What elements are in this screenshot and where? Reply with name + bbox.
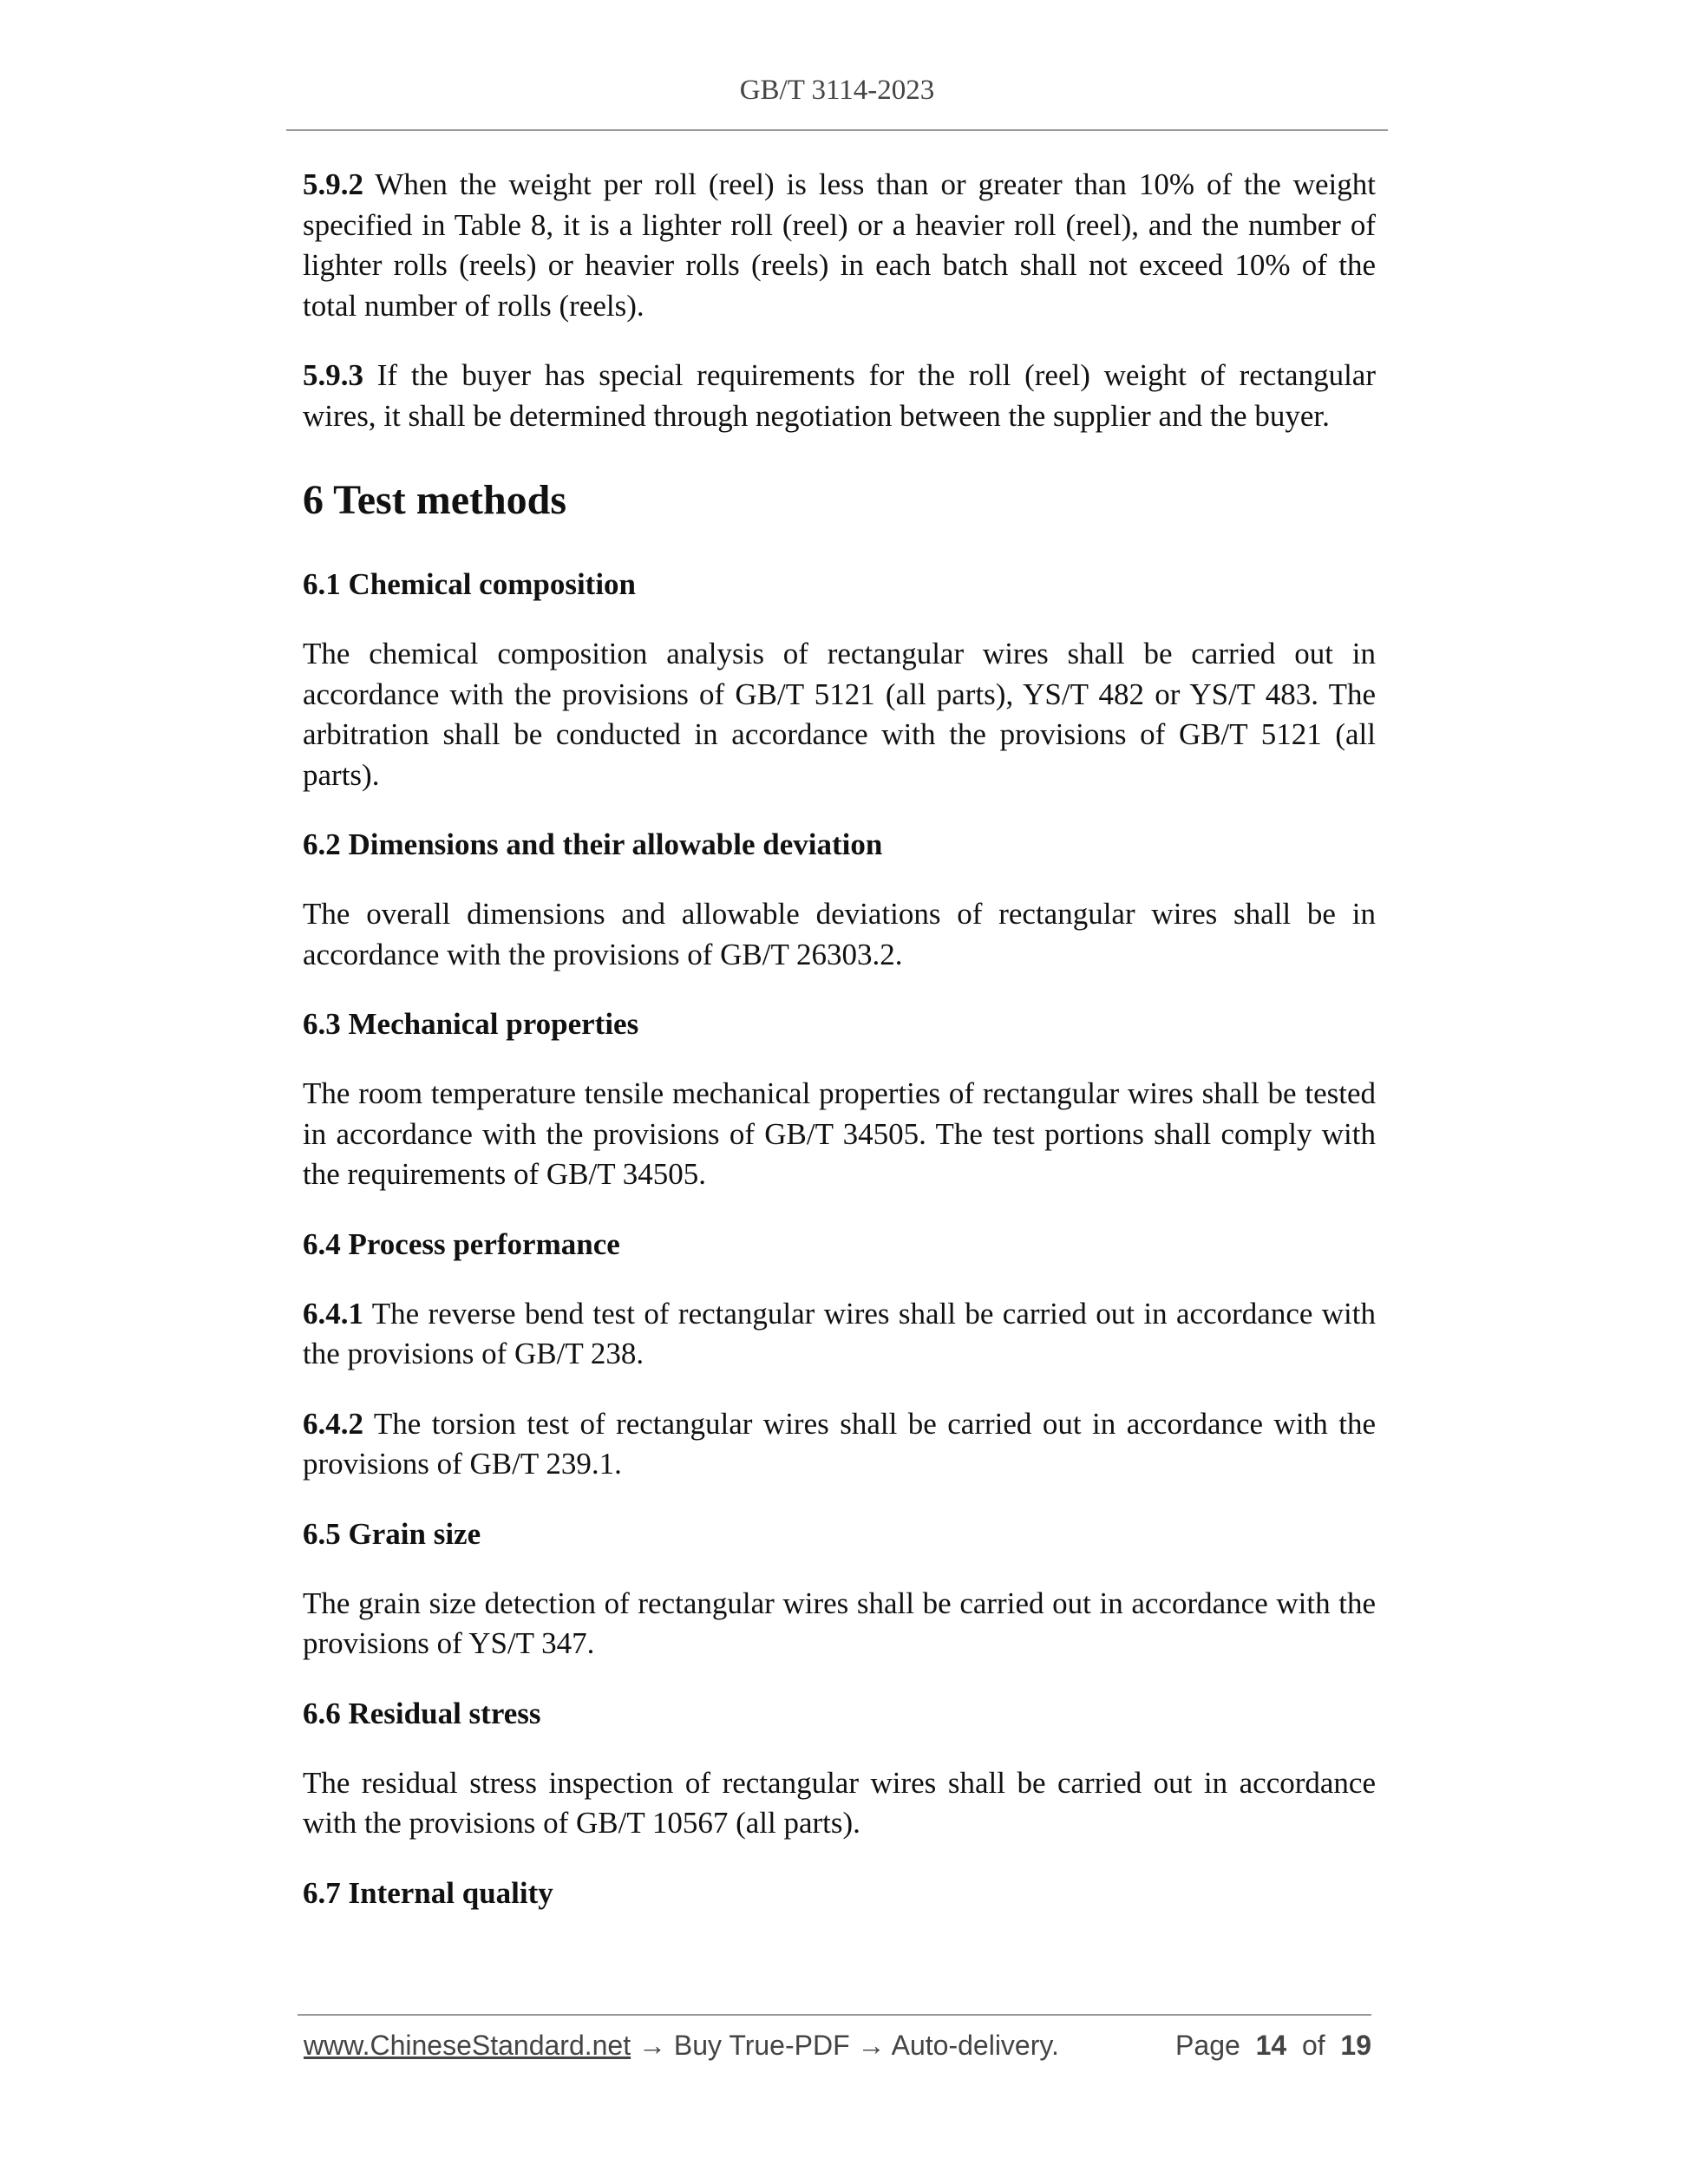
heading-6-7: 6.7 Internal quality <box>303 1875 553 1910</box>
page-label: Page <box>1175 2030 1240 2061</box>
footer-divider <box>298 2014 1371 2016</box>
website-link[interactable]: www.ChineseStandard.net <box>304 2030 631 2061</box>
clause-text: When the weight per roll (reel) is less than or greater than 10% of the weight specified in Table 8, it is a lighter roll (reel) or a heavier roll (reel), and the number of lighter rolls (reels) or heavier rolls (reels) in each batch shall not exceed 10% of the total number of rolls (reels). <box>303 167 1376 323</box>
clause-number: 6.4.2 <box>303 1406 363 1441</box>
paragraph-6-4-1 <box>303 1294 1376 1375</box>
paragraph-6-3: The room temperature tensile mechanical properties of rectangular wires shall be tested in accordance with the provisions of GB/T 34505. The test portions shall comply with the requirements of GB/T 34505. <box>303 1076 1376 1191</box>
heading-6-5: 6.5 Grain size <box>303 1516 481 1551</box>
heading-6-3: 6.3 Mechanical properties <box>303 1007 639 1041</box>
paragraph-5-9-2 <box>303 165 1376 326</box>
clause-text: The torsion test of rectangular wires shall be carried out in accordance with the provisions of GB/T 239.1. <box>303 1406 1376 1481</box>
clause-text: If the buyer has special requirements for the roll (reel) weight of rectangular wires, it shall be determined through negotiation between the supplier and the buyer. <box>303 358 1376 433</box>
footer-tagline: → Buy True-PDF → Auto-delivery. <box>631 2030 1059 2061</box>
heading-6-1: 6.1 Chemical composition <box>303 567 637 601</box>
paragraph-6-6: The residual stress inspection of rectangular wires shall be carried out in accordance with the provisions of GB/T 10567 (all parts). <box>303 1765 1376 1840</box>
heading-6-4: 6.4 Process performance <box>303 1226 620 1261</box>
paragraph-6-1: The chemical composition analysis of rectangular wires shall be carried out in accordance with the provisions of GB/T 5121 (all parts), YS/T 482 or YS/T 483. The arbitration shall be conducted in accordance with the provisions of GB/T 5121 (all parts). <box>303 637 1376 792</box>
page-footer <box>304 2030 1371 2062</box>
clause-number: 5.9.2 <box>303 167 363 201</box>
document-header: GB/T 3114-2023 <box>739 75 935 106</box>
section-heading-6: 6 Test methods <box>303 477 567 523</box>
page-content <box>303 165 1376 1913</box>
paragraph-5-9-3 <box>303 356 1376 436</box>
page-indicator <box>1175 2030 1371 2062</box>
clause-number: 5.9.3 <box>303 358 363 392</box>
of-label: of <box>1301 2030 1325 2061</box>
page-number: 14 <box>1255 2030 1287 2061</box>
paragraph-6-5: The grain size detection of rectangular wires shall be carried out in accordance with the provisions of YS/T 347. <box>303 1586 1376 1660</box>
clause-text: The reverse bend test of rectangular wires shall be carried out in accordance with the provisions of GB/T 238. <box>303 1296 1376 1370</box>
paragraph-6-4-2 <box>303 1404 1376 1485</box>
heading-6-6: 6.6 Residual stress <box>303 1696 541 1730</box>
header-divider <box>286 129 1388 131</box>
paragraph-6-2: The overall dimensions and allowable deviations of rectangular wires shall be in accordance with the provisions of GB/T 26303.2. <box>303 897 1376 971</box>
page-total: 19 <box>1340 2030 1371 2061</box>
clause-number: 6.4.1 <box>303 1296 363 1331</box>
heading-6-2: 6.2 Dimensions and their allowable deviation <box>303 827 883 861</box>
